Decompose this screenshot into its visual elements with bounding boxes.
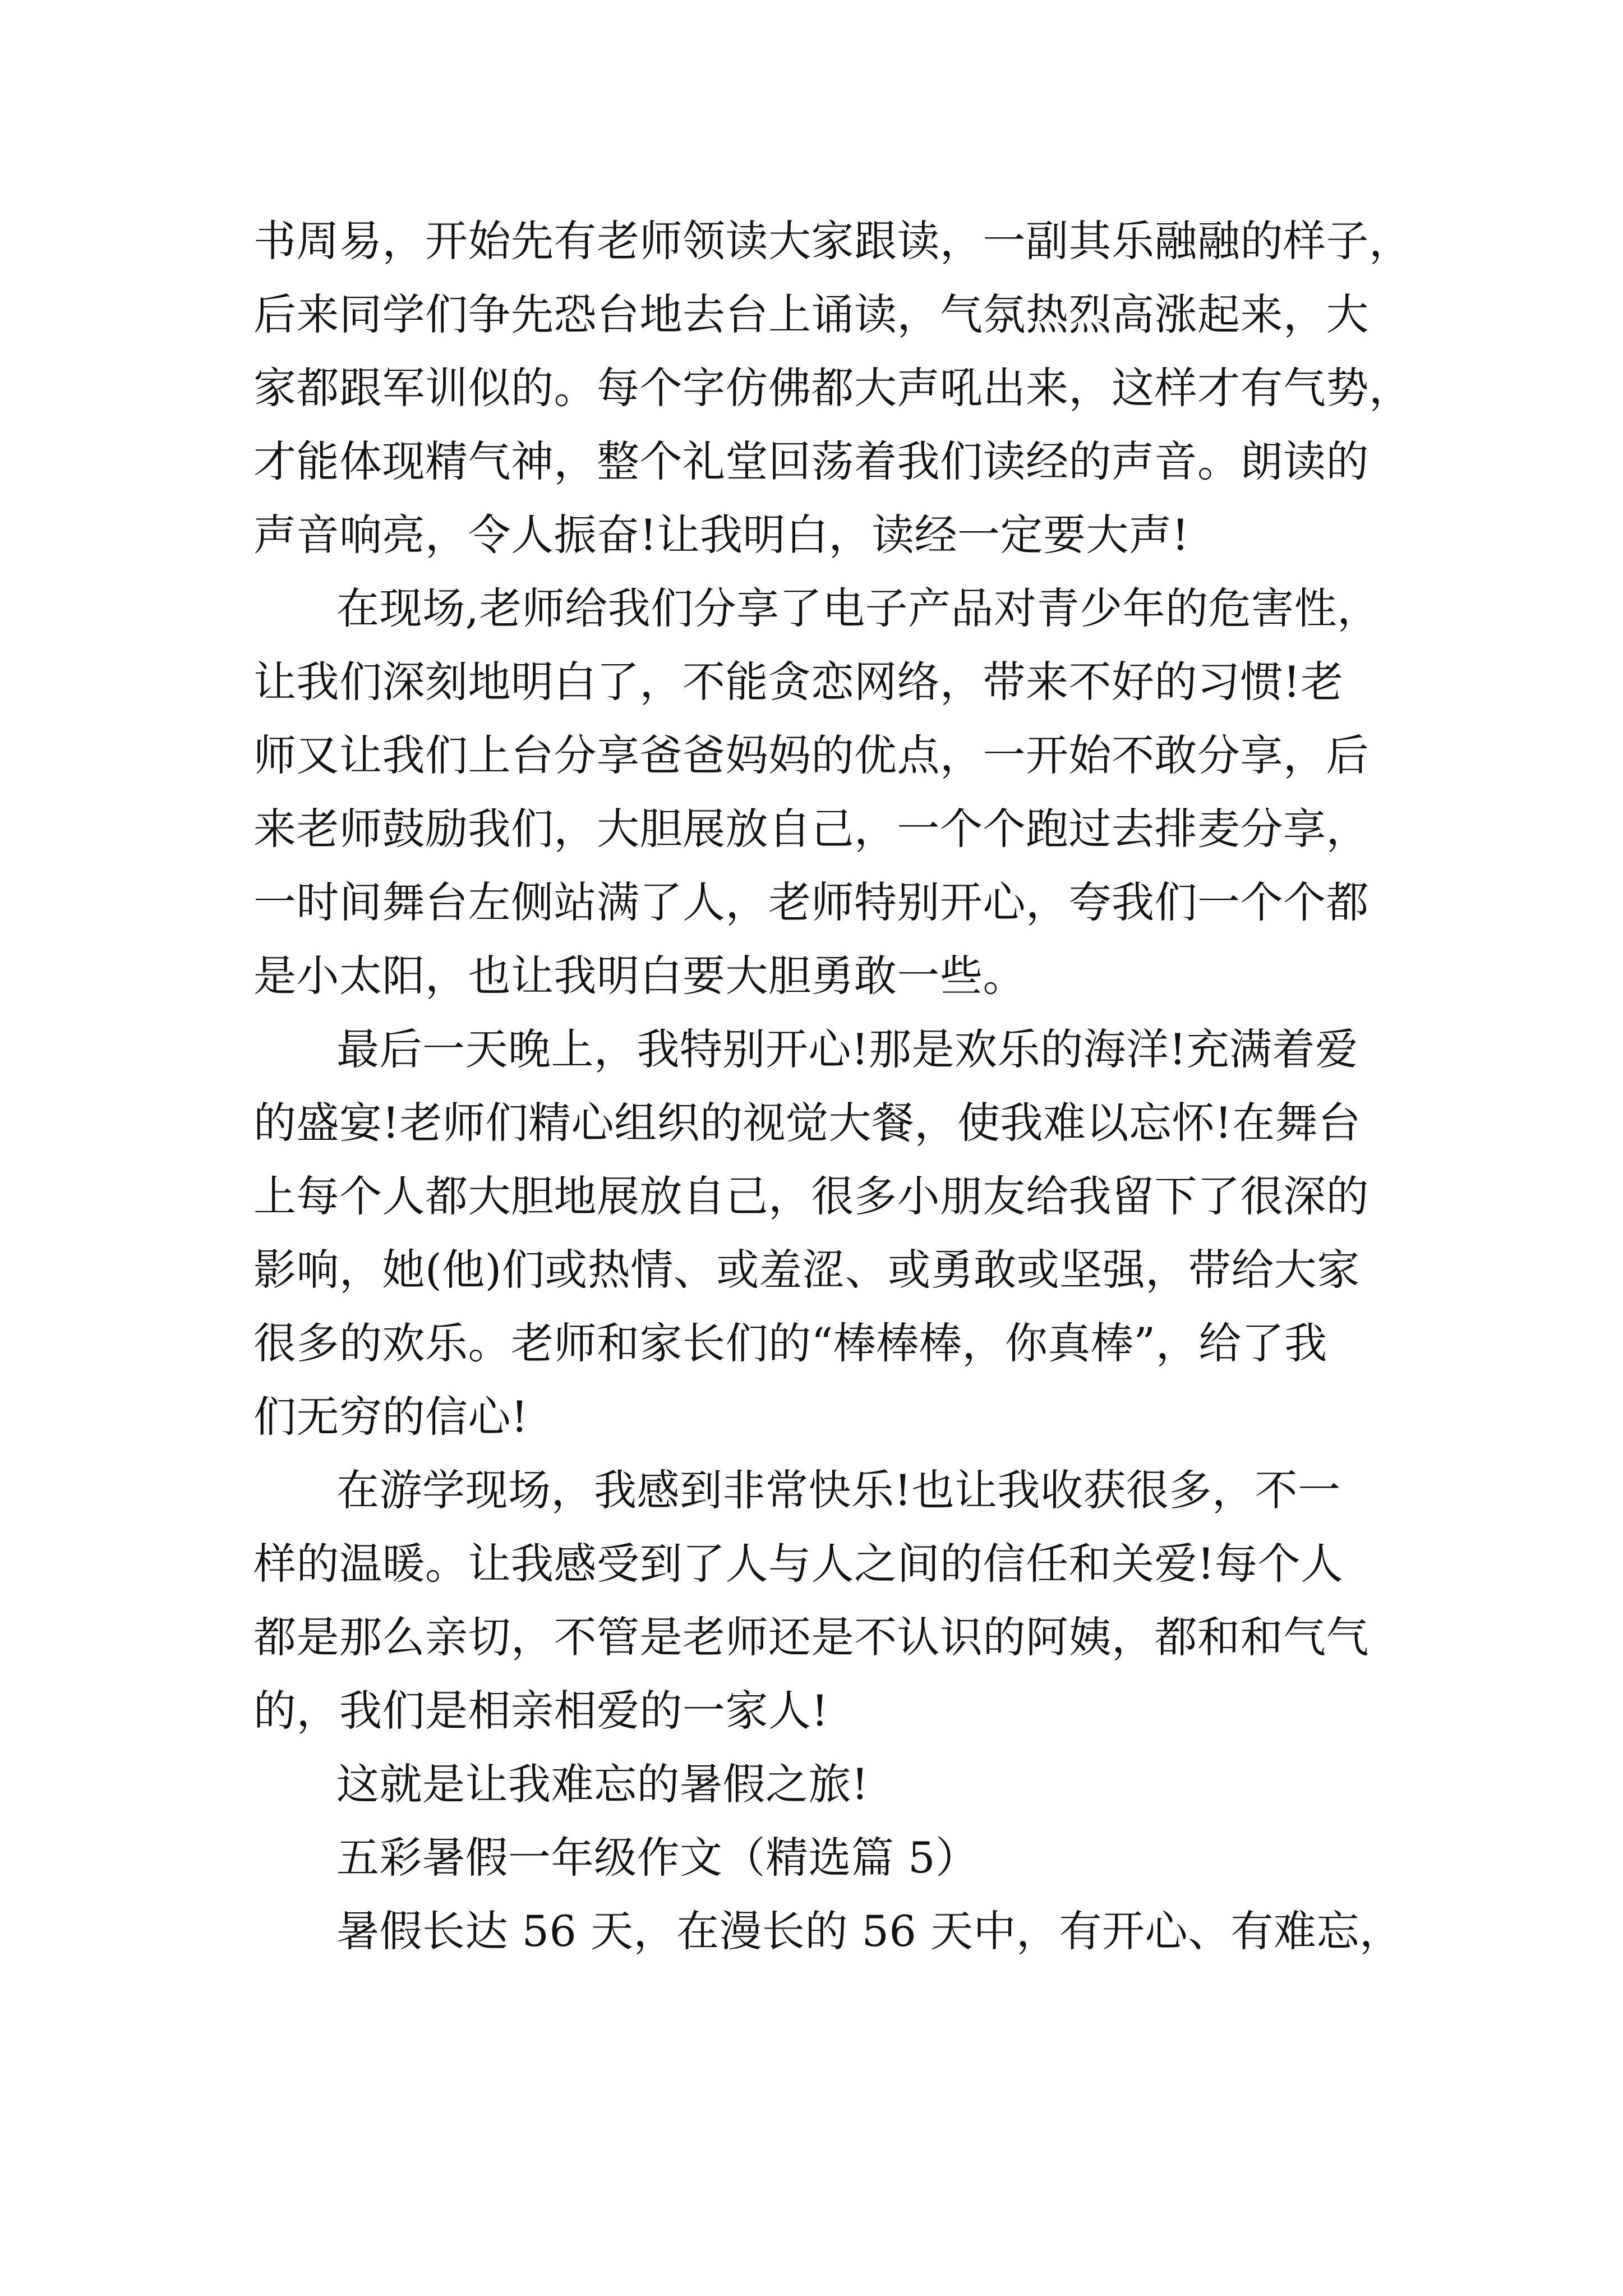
text-line-3: 家都跟军训似的。每个字仿佛都大声吼出来，这样才有气势， xyxy=(253,363,1412,413)
text-line-20: 都是那么亲切，不管是老师还是不认识的阿姨，都和和气气 xyxy=(253,1612,1369,1662)
text-line-15: 影响，她(他)们或热情、或羞涩、或勇敢或坚强，带给大家 xyxy=(253,1245,1360,1295)
text-line-19: 样的温暖。让我感受到了人与人之间的信任和关爱!每个人 xyxy=(253,1539,1344,1589)
text-line-8: 师又让我们上台分享爸爸妈妈的优点，一开始不敢分享，后 xyxy=(253,730,1369,780)
text-line-21: 的，我们是相亲相爱的一家人! xyxy=(253,1686,829,1736)
section-heading: 五彩暑假一年级作文（精选篇 5） xyxy=(336,1833,979,1883)
text-line-16: 很多的欢乐。老师和家长们的“棒棒棒，你真棒”，给了我 xyxy=(253,1318,1327,1368)
text-line-5: 声音响亮，令人振奋!让我明白，读经一定要大声! xyxy=(253,510,1189,560)
text-line-13: 的盛宴!老师们精心组织的视觉大餐，使我难以忘怀!在舞台 xyxy=(253,1098,1361,1148)
text-line-1: 书周易，开始先有老师领读大家跟读，一副其乐融融的样子， xyxy=(253,216,1412,266)
text-line-14: 上每个人都大胆地展放自己，很多小朋友给我留下了很深的 xyxy=(253,1171,1369,1221)
text-line-10: 一时间舞台左侧站满了人，老师特别开心，夸我们一个个都 xyxy=(253,877,1369,927)
paragraph-start-line-24: 暑假长达 56 天，在漫长的 56 天中，有开心、有难忘， xyxy=(336,1906,1403,1956)
text-line-7: 让我们深刻地明白了，不能贪恋网络，带来不好的习惯!老 xyxy=(253,657,1344,707)
paragraph-start-line-18: 在游学现场，我感到非常快乐!也让我收获很多，不一 xyxy=(336,1465,1341,1515)
text-line-17: 们无穷的信心! xyxy=(253,1392,529,1442)
text-line-4: 才能体现精气神，整个礼堂回荡着我们读经的声音。朗读的 xyxy=(253,436,1369,486)
paragraph-start-line-6: 在现场,老师给我们分享了电子产品对青少年的危害性， xyxy=(336,583,1380,633)
text-line-2: 后来同学们争先恐台地去台上诵读，气氛热烈高涨起来，大 xyxy=(253,289,1369,339)
paragraph-start-line-12: 最后一天晚上，我特别开心!那是欢乐的海洋!充满着爱 xyxy=(336,1024,1358,1074)
text-line-11: 是小太阳，也让我明白要大胆勇敢一些。 xyxy=(253,951,1026,1001)
text-line-9: 来老师鼓励我们，大胆展放自己，一个个跑过去排麦分享， xyxy=(253,804,1369,854)
paragraph-line-22: 这就是让我难忘的暑假之旅! xyxy=(336,1759,869,1809)
